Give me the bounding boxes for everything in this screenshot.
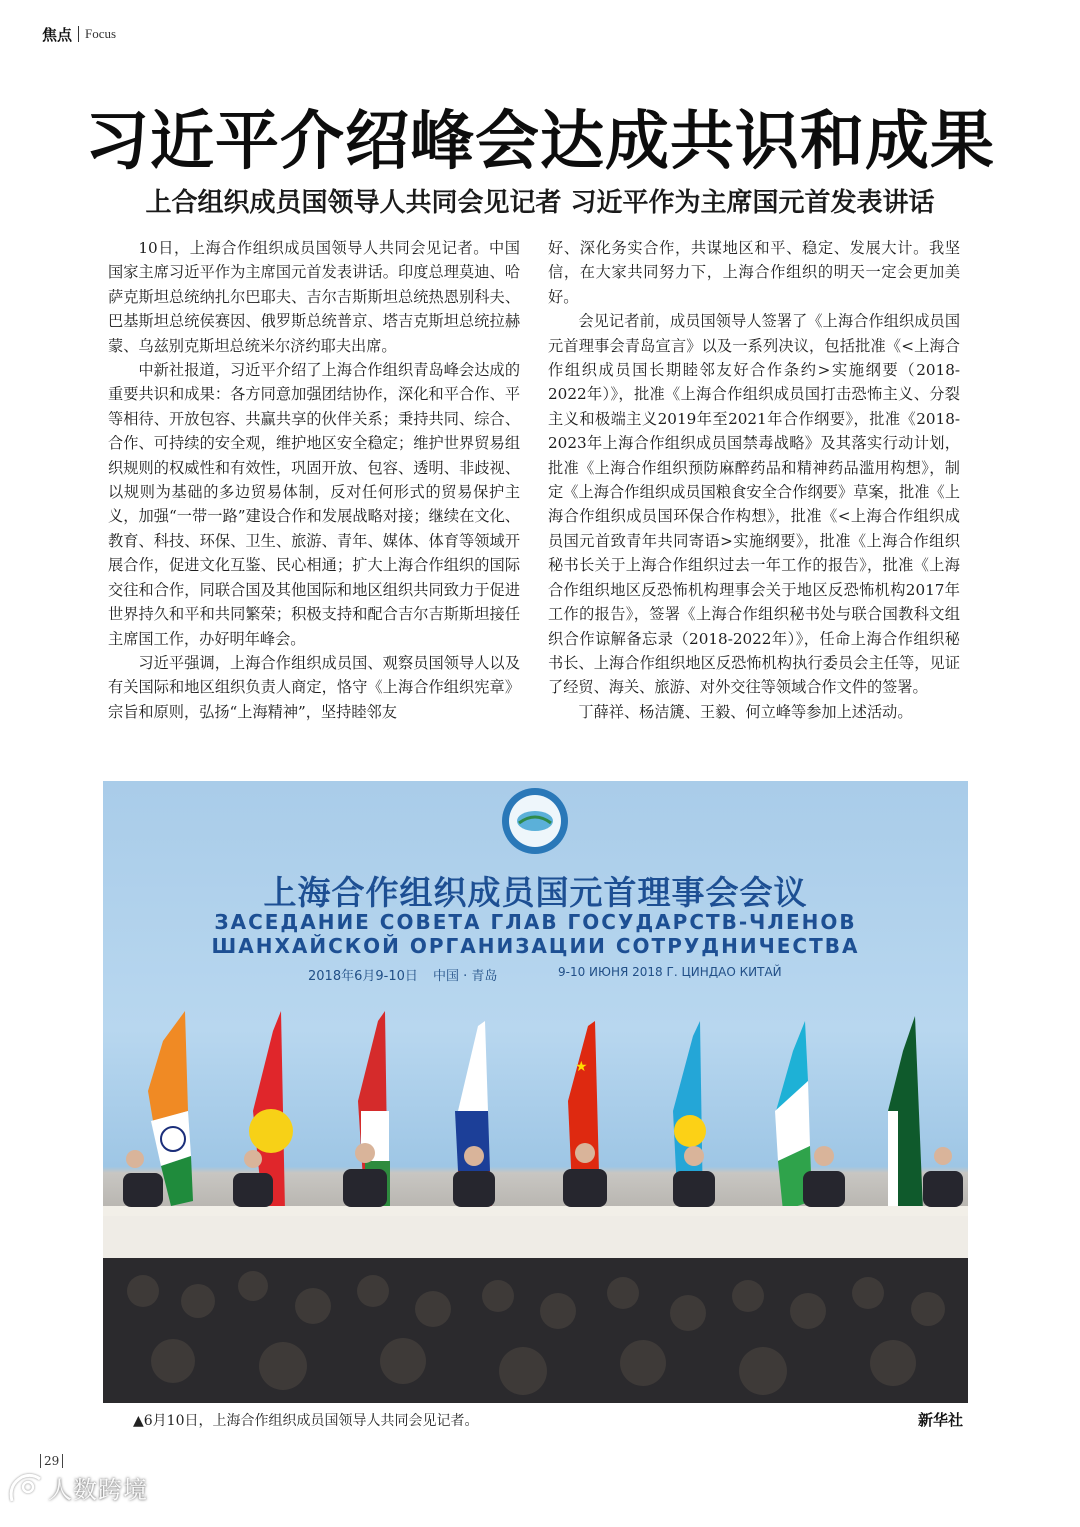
section-label-cn: 焦点 <box>42 25 73 44</box>
banner-date-cn: 2018年6月9-10日 <box>308 969 418 984</box>
right-column <box>548 236 960 724</box>
leader-heads <box>126 1143 952 1168</box>
watermark-logo-icon <box>6 1471 46 1505</box>
page-number <box>40 1454 63 1468</box>
leaders <box>123 1169 963 1207</box>
banner-location-cn: 中国 · 青岛 <box>433 969 498 984</box>
table-top <box>103 1206 968 1216</box>
sco-logo <box>502 788 568 854</box>
paragraph: 习近平强调，上海合作组织成员国、观察员国领导人以及有关国际和地区组织负责人商定，恪守《上海合作组织宪章》宗旨和原则，弘扬“上海精神”，坚持睦邻友 <box>108 653 520 721</box>
paragraph-continued: 好、深化务实合作，共谋地区和平、稳定、发展大计。我坚信，在大家共同努力下，上海合作组织的明天一定会更加美好。 <box>548 239 960 306</box>
section-divider <box>78 26 79 42</box>
table-skirt <box>103 1216 968 1258</box>
banner-date-ru: 9-10 ИЮНЯ 2018 Г. ЦИНДАО КИТАЙ <box>558 965 782 979</box>
paragraph: 10日，上海合作组织成员国领导人共同会见记者。中国国家主席习近平作为主席国元首发表讲话。印度总理莫迪、哈萨克斯坦总统纳扎尔巴耶夫、吉尔吉斯斯坦总统热恩别科夫、巴基斯坦总统侯赛因、俄罗斯总统普京、塔吉克斯坦总统拉赫蒙、乌兹别克斯坦总统米尔济约耶夫出席。 <box>108 239 520 355</box>
banner-title-ru-line2: ШАНХАЙСКОЙ ОРГАНИЗАЦИИ СОТРУДНИЧЕСТВА <box>211 934 860 958</box>
paragraph: 中新社报道，习近平介绍了上海合作组织青岛峰会达成的重要共识和成果：各方同意加强团结协作，深化和平合作、平等相待、开放包容、共赢共享的伙伴关系；秉持共同、综合、合作、可持续的安全观，维护地区安全稳定；维护世界贸易组织规则的权威性和有效性，巩固开放、包容、透明、非歧视、以规则为基础的多边贸易体制，反对任何形式的贸易保护主义，加强“一带一路”建设合作和发展战略对接；继续在文化、教育、科技、环保、卫生、旅游、青年、媒体、体育等领域开展合作，促进文化互鉴、民心相通；扩大上海合作组织的国际交往和合作，同联合国及其他国际和地区组织共同致力于促进世界持久和平和共同繁荣；积极支持和配合吉尔吉斯斯坦接任主席国工作，办好明年峰会。 <box>108 361 520 648</box>
banner-title-ru-line1: ЗАСЕДАНИЕ СОВЕТА ГЛАВ ГОСУДАРСТВ-ЧЛЕНОВ <box>214 910 857 934</box>
page-number-value: 29 <box>40 1454 63 1468</box>
paragraph: 丁薛祥、杨洁篪、王毅、何立峰等参加上述活动。 <box>578 702 913 721</box>
photo-caption: ▲6月10日，上海合作组织成员国领导人共同会见记者。 <box>133 1413 479 1429</box>
watermark-text: 人数跨境 <box>48 1476 148 1504</box>
watermark <box>6 1470 148 1505</box>
section-label-en: Focus <box>85 26 117 41</box>
section-header <box>42 22 116 46</box>
svg-text:★: ★ <box>575 1059 588 1075</box>
left-column <box>108 236 520 724</box>
article-subtitle: 上合组织成员国领导人共同会见记者 习近平作为主席国元首发表讲话 <box>145 188 935 218</box>
banner-title-cn: 上海合作组织成员国元首理事会会议 <box>263 873 808 912</box>
photo-credit: 新华社 <box>918 1411 964 1429</box>
article-title: 习近平介绍峰会达成共识和成果 <box>85 105 995 179</box>
paragraph: 会见记者前，成员国领导人签署了《上海合作组织成员国元首理事会青岛宣言》以及一系列决议，包括批准《<上海合作组织成员国长期睦邻友好合作条约>实施纲要（2018-2022年）》，批准《上海合作组织成员国打击恐怖主义、分裂主义和极端主义2019年至2021年合作纲要》，批准《2018-2023年上海合作组织成员国禁毒战略》及其落实行动计划，批准《上海合作组织预防麻醉药品和精神药品滥用构想》，制定《上海合作组织成员国粮食安全合作纲要》草案，批准《上海合作组织成员国环保合作构想》，批准《<上海合作组织成员国元首致青年共同寄语>实施纲要》，批准《上海合作组织秘书长关于上海合作组织过去一年工作的报告》，批准《上海合作组织地区反恐怖机构理事会关于地区反恐怖机构2017年工作的报告》，签署《上海合作组织秘书处与联合国教科文组织合作谅解备忘录（2018-2022年）》，任命上海合作组织秘书长、上海合作组织地区反恐怖机构执行委员会主任等，见证了经贸、海关、旅游、对外交往等领域合作文件的签署。 <box>548 312 960 697</box>
summit-photo <box>103 781 968 1403</box>
pakistan-flag <box>888 1016 923 1211</box>
